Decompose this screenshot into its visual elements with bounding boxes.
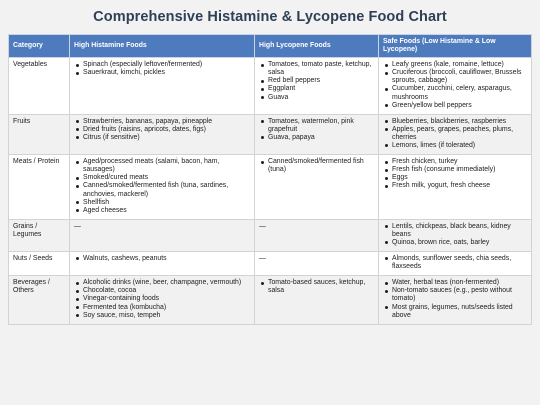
- list-item: Leafy greens (kale, romaine, lettuce): [392, 61, 527, 69]
- safe-cell: [379, 276, 532, 324]
- histamine-cell: [70, 252, 255, 276]
- empty-dash: —: [259, 222, 266, 230]
- histamine-cell: [70, 155, 255, 220]
- safe-cell: [379, 155, 532, 220]
- list-item: Canned/smoked/fermented fish (tuna): [268, 158, 374, 174]
- safe-cell: [379, 58, 532, 115]
- histamine-cell: [70, 58, 255, 115]
- safe-cell: [379, 114, 532, 154]
- list-item: Smoked/cured meats: [83, 174, 250, 182]
- histamine-list: [74, 118, 250, 142]
- list-item: Spinach (especially leftover/fermented): [83, 61, 250, 69]
- safe-list: [383, 158, 527, 190]
- list-item: Walnuts, cashews, peanuts: [83, 255, 250, 263]
- safe-list: [383, 255, 527, 271]
- category-cell: Meats / Protein: [9, 155, 70, 220]
- list-item: Canned/smoked/fermented fish (tuna, sardines, anchovies, mackerel): [83, 182, 250, 198]
- list-item: Fermented tea (kombucha): [83, 304, 250, 312]
- list-item: Quinoa, brown rice, oats, barley: [392, 239, 527, 247]
- safe-cell: [379, 219, 532, 251]
- lycopene-cell: [255, 114, 379, 154]
- list-item: Guava, papaya: [268, 134, 374, 142]
- category-cell: Nuts / Seeds: [9, 252, 70, 276]
- histamine-cell: [70, 219, 255, 251]
- list-item: Aged/processed meats (salami, bacon, ham, sausages): [83, 158, 250, 174]
- safe-list: [383, 223, 527, 247]
- list-item: Tomatoes, watermelon, pink grapefruit: [268, 118, 374, 134]
- list-item: Soy sauce, miso, tempeh: [83, 312, 250, 320]
- lycopene-list: [259, 61, 374, 101]
- list-item: Green/yellow bell peppers: [392, 102, 527, 110]
- empty-dash: —: [259, 255, 266, 263]
- table-row: [9, 114, 532, 154]
- list-item: Lentils, chickpeas, black beans, kidney beans: [392, 223, 527, 239]
- page-title: Comprehensive Histamine & Lycopene Food Chart: [93, 9, 447, 25]
- safe-cell: [379, 252, 532, 276]
- list-item: Eggs: [392, 174, 527, 182]
- list-item: Red bell peppers: [268, 77, 374, 85]
- lycopene-cell: [255, 276, 379, 324]
- histamine-list: [74, 61, 250, 77]
- lycopene-list: [259, 118, 374, 142]
- header-high-histamine: High Histamine Foods: [70, 35, 255, 58]
- histamine-list: [74, 279, 250, 319]
- lycopene-list: [259, 279, 374, 295]
- list-item: Shellfish: [83, 199, 250, 207]
- lycopene-cell: [255, 219, 379, 251]
- header-safe-foods: Safe Foods (Low Histamine & Low Lycopene): [379, 35, 532, 58]
- safe-list: [383, 118, 527, 150]
- histamine-cell: [70, 276, 255, 324]
- list-item: Non-tomato sauces (e.g., pesto without tomato): [392, 287, 527, 303]
- lycopene-cell: [255, 58, 379, 115]
- empty-dash: —: [74, 222, 81, 230]
- list-item: Fresh chicken, turkey: [392, 158, 527, 166]
- table-row: [9, 155, 532, 220]
- list-item: Blueberries, blackberries, raspberries: [392, 118, 527, 126]
- lycopene-cell: [255, 252, 379, 276]
- table-header-row: [9, 35, 532, 58]
- safe-list: [383, 61, 527, 110]
- list-item: Dried fruits (raisins, apricots, dates, figs): [83, 126, 250, 134]
- category-cell: Grains / Legumes: [9, 219, 70, 251]
- list-item: Eggplant: [268, 85, 374, 93]
- list-item: Apples, pears, grapes, peaches, plums, cherries: [392, 126, 527, 142]
- list-item: Citrus (if sensitive): [83, 134, 250, 142]
- list-item: Alcoholic drinks (wine, beer, champagne, vermouth): [83, 279, 250, 287]
- header-high-lycopene: High Lycopene Foods: [255, 35, 379, 58]
- list-item: Lemons, limes (if tolerated): [392, 142, 527, 150]
- table-row: [9, 276, 532, 324]
- header-category: Category: [9, 35, 70, 58]
- list-item: Cruciferous (broccoli, cauliflower, Brussels sprouts, cabbage): [392, 69, 527, 85]
- list-item: Sauerkraut, kimchi, pickles: [83, 69, 250, 77]
- histamine-cell: [70, 114, 255, 154]
- safe-list: [383, 279, 527, 319]
- list-item: Cucumber, zucchini, celery, asparagus, mushrooms: [392, 85, 527, 101]
- list-item: Vinegar-containing foods: [83, 295, 250, 303]
- list-item: Most grains, legumes, nuts/seeds listed above: [392, 304, 527, 320]
- table-row: [9, 58, 532, 115]
- list-item: Almonds, sunflower seeds, chia seeds, flaxseeds: [392, 255, 527, 271]
- list-item: Tomatoes, tomato paste, ketchup, salsa: [268, 61, 374, 77]
- list-item: Chocolate, cocoa: [83, 287, 250, 295]
- list-item: Guava: [268, 94, 374, 102]
- list-item: Tomato-based sauces, ketchup, salsa: [268, 279, 374, 295]
- category-cell: Fruits: [9, 114, 70, 154]
- table-row: [9, 219, 532, 251]
- list-item: Fresh fish (consume immediately): [392, 166, 527, 174]
- list-item: Aged cheeses: [83, 207, 250, 215]
- histamine-list: [74, 255, 250, 263]
- category-cell: Beverages / Others: [9, 276, 70, 324]
- table-body: [9, 58, 532, 325]
- list-item: Fresh milk, yogurt, fresh cheese: [392, 182, 527, 190]
- category-cell: Vegetables: [9, 58, 70, 115]
- lycopene-cell: [255, 155, 379, 220]
- food-chart-table: [8, 34, 532, 325]
- histamine-list: [74, 158, 250, 215]
- list-item: Strawberries, bananas, papaya, pineapple: [83, 118, 250, 126]
- list-item: Water, herbal teas (non-fermented): [392, 279, 527, 287]
- lycopene-list: [259, 158, 374, 174]
- table-row: [9, 252, 532, 276]
